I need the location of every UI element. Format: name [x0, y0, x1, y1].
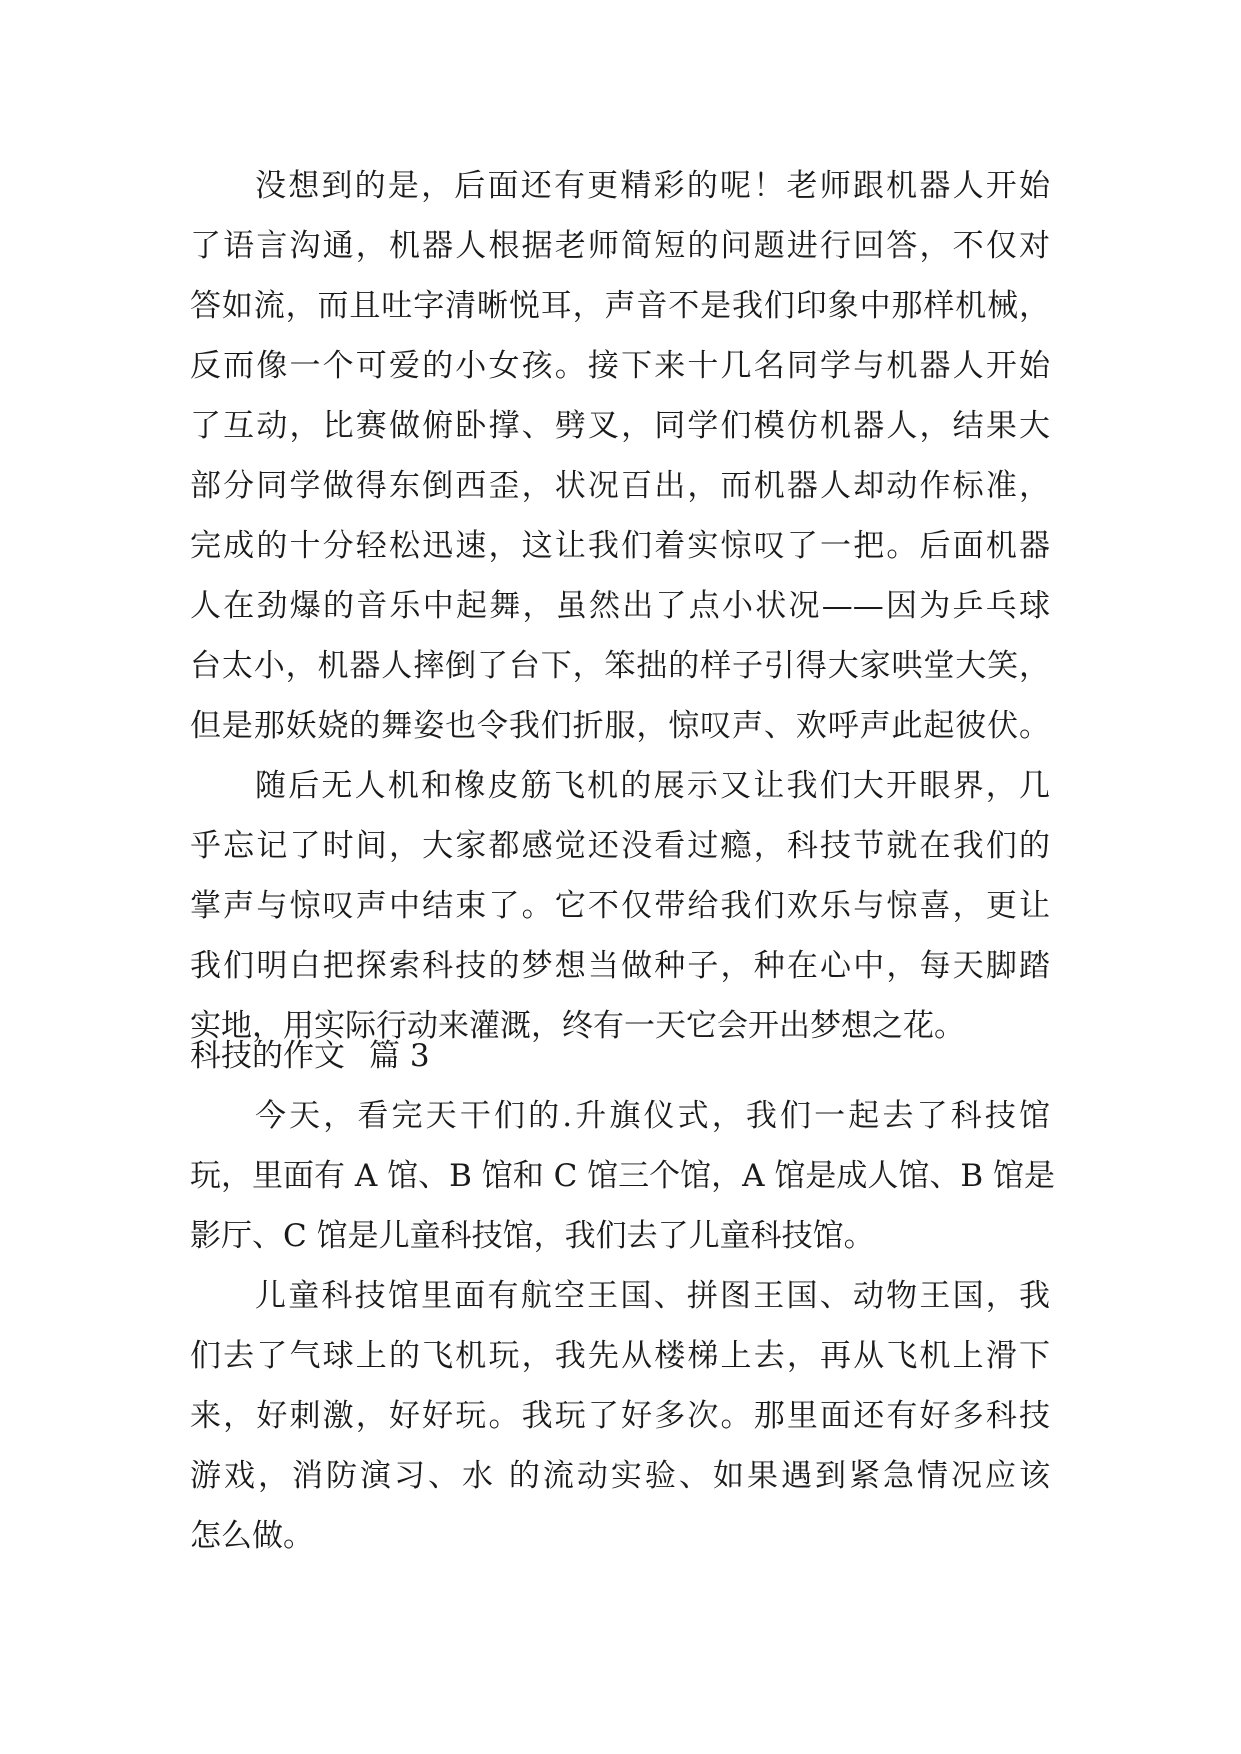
paragraph-1-line: 没想到的是，后面还有更精彩的呢！老师跟机器人开始: [255, 168, 1050, 204]
paragraph-1-line: 反而像一个可爱的小女孩。接下来十几名同学与机器人开始: [190, 348, 1050, 384]
paragraph-3-line: 影厅、C 馆是儿童科技馆，我们去了儿童科技馆。: [190, 1218, 875, 1254]
paragraph-1-line: 台太小，机器人摔倒了台下，笨拙的样子引得大家哄堂大笑，: [190, 648, 1050, 684]
paragraph-1-line: 完成的十分轻松迅速，这让我们着实惊叹了一把。后面机器: [190, 528, 1050, 564]
paragraph-2-line: 我们明白把探索科技的梦想当做种子，种在心中，每天脚踏: [190, 948, 1050, 984]
paragraph-4-line: 儿童科技馆里面有航空王国、拼图王国、动物王国，我: [255, 1278, 1050, 1314]
paragraph-4-line: 们去了气球上的飞机玩，我先从楼梯上去，再从飞机上滑下: [190, 1338, 1050, 1374]
paragraph-3-line: 玩，里面有 A 馆、B 馆和 C 馆三个馆，A 馆是成人馆、B 馆是: [190, 1158, 1056, 1194]
paragraph-1-line: 但是那妖娆的舞姿也令我们折服，惊叹声、欢呼声此起彼伏。: [190, 708, 1050, 744]
paragraph-4-line: 怎么做。: [190, 1518, 314, 1554]
heading-number: 篇 3: [369, 1038, 430, 1074]
section-heading: [190, 1032, 430, 1080]
paragraph-3-line: 今天，看完天干们的.升旗仪式，我们一起去了科技馆: [255, 1098, 1050, 1134]
paragraph-1-line: 人在劲爆的音乐中起舞，虽然出了点小状况——因为乒乓球: [190, 588, 1050, 624]
paragraph-1-line: 答如流，而且吐字清晰悦耳，声音不是我们印象中那样机械，: [190, 288, 1050, 324]
paragraph-2-line: 乎忘记了时间，大家都感觉还没看过瘾，科技节就在我们的: [190, 828, 1050, 864]
paragraph-1-line: 部分同学做得东倒西歪，状况百出，而机器人却动作标准，: [190, 468, 1050, 504]
paragraph-2-line: 随后无人机和橡皮筋飞机的展示又让我们大开眼界，几: [255, 768, 1050, 804]
paragraph-4-line: 游戏，消防演习、水 的流动实验、如果遇到紧急情况应该: [190, 1458, 1050, 1494]
paragraph-4-line: 来，好刺激，好好玩。我玩了好多次。那里面还有好多科技: [190, 1398, 1050, 1434]
paragraph-1-line: 了语言沟通，机器人根据老师简短的问题进行回答，不仅对: [190, 228, 1050, 264]
paragraph-1-line: 了互动，比赛做俯卧撑、劈叉，同学们模仿机器人，结果大: [190, 408, 1050, 444]
paragraph-2-line: 实地，用实际行动来灌溉，终有一天它会开出梦想之花。: [190, 1008, 965, 1044]
paragraph-2-line: 掌声与惊叹声中结束了。它不仅带给我们欢乐与惊喜，更让: [190, 888, 1050, 924]
heading-title: 科技的作文: [190, 1038, 345, 1074]
